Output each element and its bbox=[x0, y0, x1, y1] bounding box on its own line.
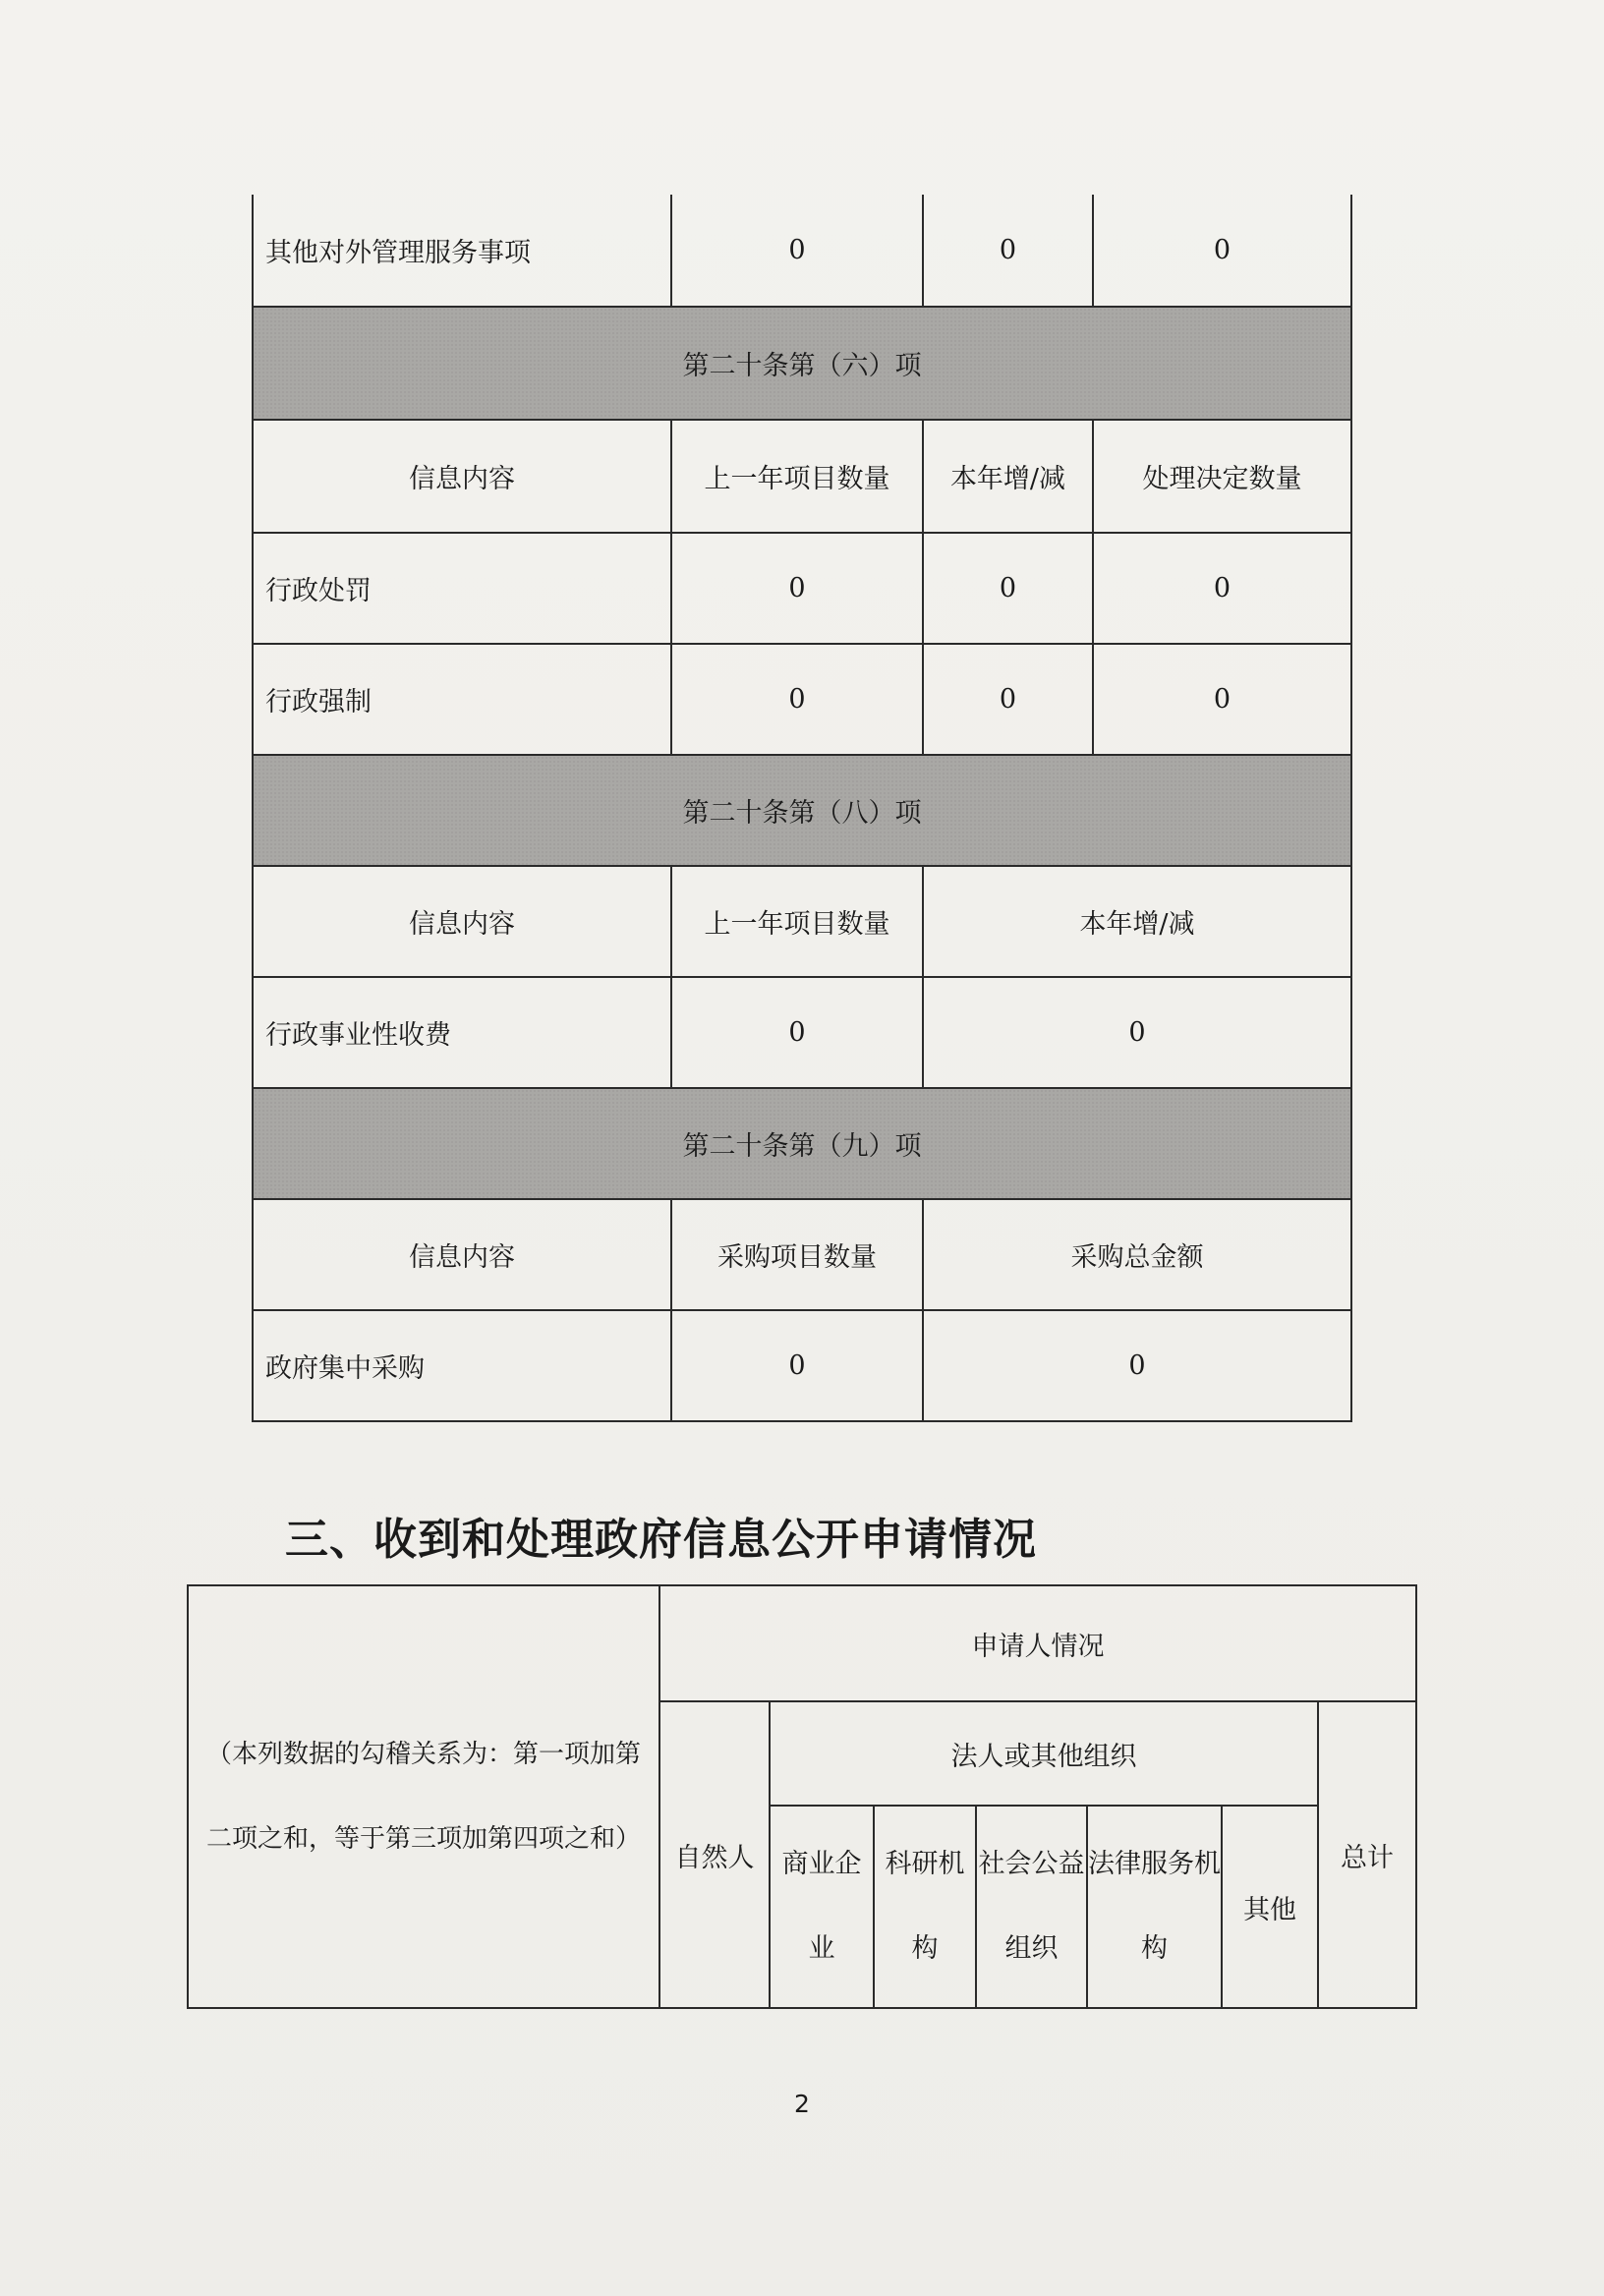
row-label: 政府集中采购 bbox=[253, 1310, 671, 1421]
table-header-row bbox=[253, 1199, 1351, 1310]
table-row bbox=[253, 195, 1351, 307]
commercial-header: 商业企业 bbox=[770, 1806, 874, 2008]
legal-org-header: 法人或其他组织 bbox=[770, 1701, 1318, 1806]
cell-value: 0 bbox=[1093, 195, 1351, 307]
column-header: 本年增/减 bbox=[923, 420, 1093, 533]
section-9-title: 第二十条第（九）项 bbox=[253, 1088, 1351, 1199]
cell-value: 0 bbox=[671, 1310, 923, 1421]
relation-note: （本列数据的勾稽关系为：第一项加第二项之和，等于第三项加第四项之和） bbox=[188, 1585, 659, 2008]
legal-service-header: 法律服务机构 bbox=[1087, 1806, 1222, 2008]
cell-value: 0 bbox=[671, 195, 923, 307]
row-label: 其他对外管理服务事项 bbox=[253, 195, 671, 307]
cell-value: 0 bbox=[671, 644, 923, 755]
table-row bbox=[253, 644, 1351, 755]
research-header: 科研机构 bbox=[874, 1806, 976, 2008]
page-number: 2 bbox=[794, 2090, 810, 2118]
row-label: 行政强制 bbox=[253, 644, 671, 755]
column-header: 采购总金额 bbox=[923, 1199, 1351, 1310]
cell-value: 0 bbox=[1093, 644, 1351, 755]
column-header: 信息内容 bbox=[253, 420, 671, 533]
table-row bbox=[188, 1585, 1416, 1701]
cell-value: 0 bbox=[923, 533, 1093, 644]
column-header: 信息内容 bbox=[253, 866, 671, 977]
applicant-header: 申请人情况 bbox=[659, 1585, 1416, 1701]
social-header: 社会公益组织 bbox=[976, 1806, 1087, 2008]
column-header: 上一年项目数量 bbox=[671, 420, 923, 533]
column-header: 信息内容 bbox=[253, 1199, 671, 1310]
column-header: 本年增/减 bbox=[923, 866, 1351, 977]
column-header: 上一年项目数量 bbox=[671, 866, 923, 977]
cell-value: 0 bbox=[1093, 533, 1351, 644]
cell-value: 0 bbox=[671, 977, 923, 1088]
table-header-row bbox=[253, 420, 1351, 533]
natural-person-header: 自然人 bbox=[659, 1701, 770, 2008]
table-row bbox=[253, 977, 1351, 1088]
application-table bbox=[187, 1584, 1417, 2009]
table-row bbox=[253, 533, 1351, 644]
cell-value: 0 bbox=[923, 1310, 1351, 1421]
cell-value: 0 bbox=[923, 977, 1351, 1088]
row-label: 行政事业性收费 bbox=[253, 977, 671, 1088]
row-label: 行政处罚 bbox=[253, 533, 671, 644]
section-header-row bbox=[253, 1088, 1351, 1199]
section-6-title: 第二十条第（六）项 bbox=[253, 307, 1351, 420]
column-header: 处理决定数量 bbox=[1093, 420, 1351, 533]
section-8-title: 第二十条第（八）项 bbox=[253, 755, 1351, 866]
total-header: 总计 bbox=[1318, 1701, 1416, 2008]
other-header: 其他 bbox=[1222, 1806, 1318, 2008]
cell-value: 0 bbox=[923, 195, 1093, 307]
section-title: 三、收到和处理政府信息公开申请情况 bbox=[285, 1515, 1037, 1565]
table-row bbox=[253, 1310, 1351, 1421]
cell-value: 0 bbox=[671, 533, 923, 644]
column-header: 采购项目数量 bbox=[671, 1199, 923, 1310]
table-header-row bbox=[253, 866, 1351, 977]
cell-value: 0 bbox=[923, 644, 1093, 755]
disclosure-table bbox=[252, 195, 1352, 1422]
section-header-row bbox=[253, 755, 1351, 866]
section-header-row bbox=[253, 307, 1351, 420]
